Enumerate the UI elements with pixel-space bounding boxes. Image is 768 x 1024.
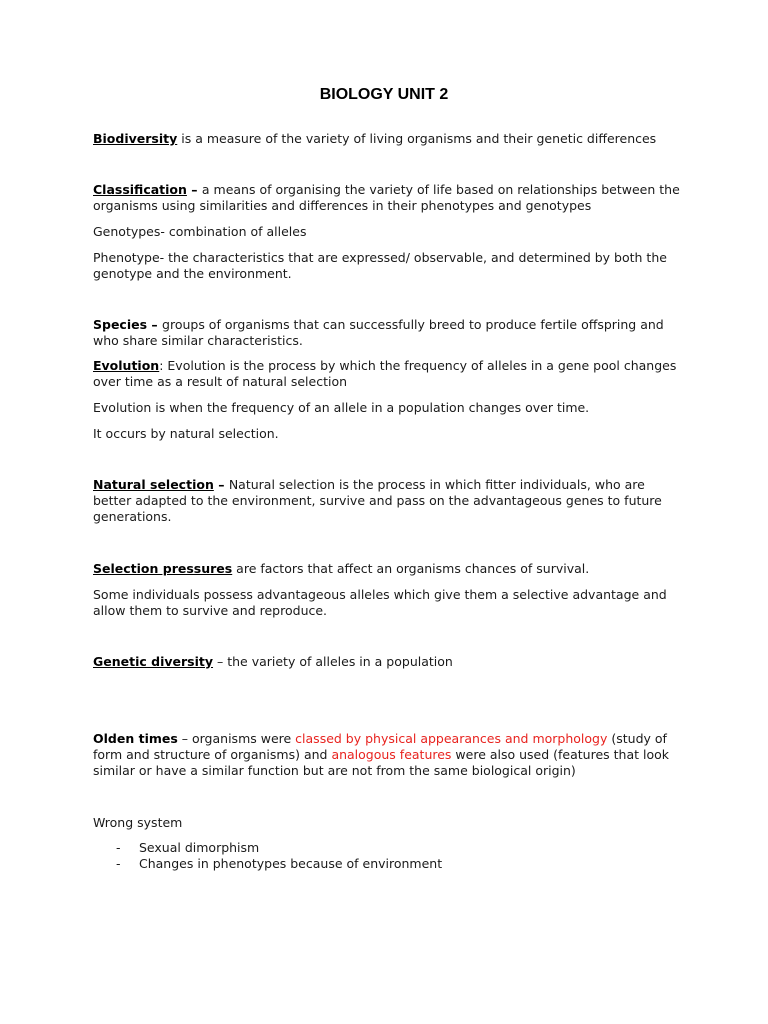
species-term: Species <box>93 317 148 332</box>
olden-times-text-2: (study of form and structure of organisms) and <box>93 731 667 762</box>
page-title: BIOLOGY UNIT 2 <box>319 86 449 103</box>
list-bullet-dash: - <box>116 856 121 871</box>
list-item-text: Sexual dimorphism <box>139 840 260 855</box>
genotypes-paragraph: Genotypes- combination of alleles <box>93 224 307 239</box>
selection-pressures-term: Selection pressures <box>93 561 233 576</box>
species-text: groups of organisms that can successfully breed to produce fertile offspring and who share similar characteristics. <box>93 317 664 348</box>
natural-selection-separator: – <box>213 477 229 492</box>
selection-pressures-paragraph <box>93 561 683 577</box>
classification-paragraph <box>93 182 683 214</box>
evolution-separator: : <box>159 358 168 373</box>
olden-times-highlight-1: classed by physical appearances and morphology <box>295 731 608 746</box>
genetic-diversity-term: Genetic diversity <box>93 654 214 669</box>
olden-times-paragraph <box>93 731 683 779</box>
species-separator: – <box>147 317 163 332</box>
evolution-term: Evolution <box>93 358 160 373</box>
genetic-diversity-paragraph <box>93 654 683 670</box>
evolution-text: Evolution is the process by which the frequency of alleles in a gene pool changes over time as a result of natural selection <box>93 358 677 389</box>
biodiversity-text: is a measure of the variety of living organisms and their genetic differences <box>177 131 657 146</box>
list-item <box>116 840 656 856</box>
classification-text: a means of organising the variety of life based on relationships between the organisms using similarities and differences in their phenotypes and genotypes <box>93 182 680 213</box>
phenotype-paragraph: Phenotype- the characteristics that are expressed/ observable, and determined by both the genotype and the environment. <box>93 250 667 281</box>
evolution-paragraph <box>93 358 683 390</box>
olden-times-highlight-2: analogous features <box>331 747 452 762</box>
olden-times-text-3: were also used (features that look similar or have a similar function but are not from the same biological origin) <box>93 747 670 778</box>
species-paragraph <box>93 317 683 349</box>
natural-selection-paragraph <box>93 477 683 525</box>
evolution-paragraph-3: It occurs by natural selection. <box>93 426 279 441</box>
natural-selection-term: Natural selection <box>93 477 214 492</box>
list-bullet-dash: - <box>116 840 121 855</box>
genetic-diversity-text: – the variety of alleles in a population <box>213 654 453 669</box>
biodiversity-term: Biodiversity <box>93 131 178 146</box>
classification-separator: – <box>186 182 202 197</box>
selection-paragraph-2: Some individuals possess advantageous alleles which give them a selective advantage and allow them to survive and reproduce. <box>93 587 667 618</box>
evolution-paragraph-2: Evolution is when the frequency of an allele in a population changes over time. <box>93 400 590 415</box>
list-item-text: Changes in phenotypes because of environment <box>139 856 443 871</box>
olden-times-term: Olden times <box>93 731 178 746</box>
olden-times-text-1: – organisms were <box>177 731 296 746</box>
biodiversity-paragraph <box>93 131 683 147</box>
natural-selection-text: Natural selection is the process in which fitter individuals, who are better adapted to the environment, survive and pass on the advantageous genes to future generations. <box>93 477 662 524</box>
list-item <box>116 856 656 872</box>
classification-term: Classification <box>93 182 187 197</box>
wrong-system-paragraph: Wrong system <box>93 815 183 830</box>
selection-pressures-text: are factors that affect an organisms chances of survival. <box>232 561 590 576</box>
